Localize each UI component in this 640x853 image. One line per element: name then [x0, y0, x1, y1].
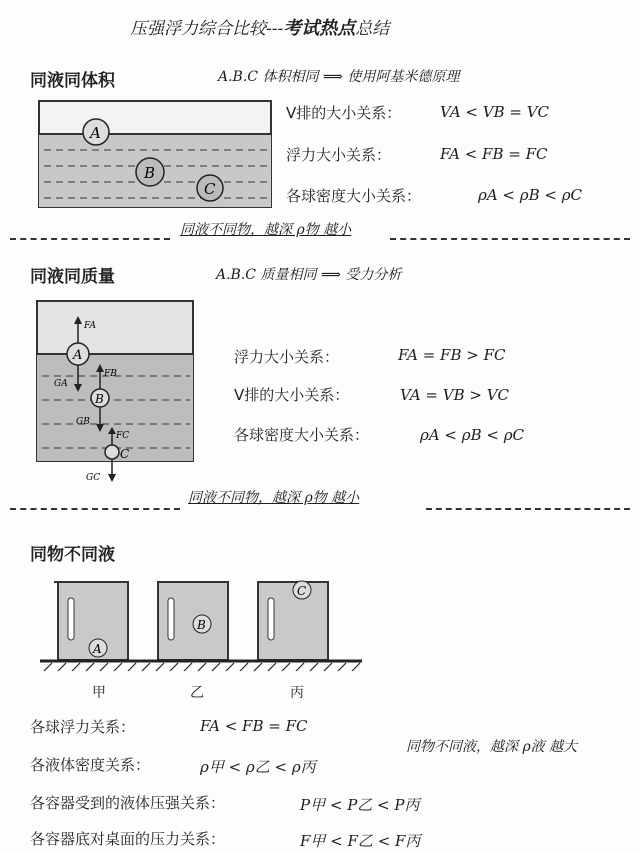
s1-row1-eq: VA < VB = VC [440, 103, 550, 121]
s1-row1-label: V排的大小关系： [286, 104, 402, 122]
divider [390, 238, 630, 240]
page-title: 压强浮力综合比较---考试热点总结 [130, 18, 390, 39]
section3-heading: 同物不同液 [30, 545, 115, 565]
section2-conclusion: 同液不同物，越深 ρ物 越小 [188, 490, 360, 506]
ball-b-label: B [144, 164, 156, 182]
s3-row4-eq: F甲 < F乙 < F丙 [300, 832, 421, 850]
s2-row1-eq: FA = FB > FC [398, 346, 506, 364]
section2-diagram [36, 300, 196, 485]
s3-row3-eq: P甲 < P乙 < P丙 [300, 796, 420, 814]
s3-row2-eq: ρ甲 < ρ乙 < ρ丙 [200, 758, 316, 776]
section3-diagram [36, 574, 366, 674]
container-label-jia: 甲 [92, 685, 106, 701]
container-label-yi: 乙 [190, 685, 204, 701]
s1-row2-label: 浮力大小关系： [286, 146, 392, 164]
s1-row3-label: 各球密度大小关系： [286, 187, 422, 205]
ball-c-label: C [120, 447, 130, 461]
ball-b-label: B [95, 392, 104, 406]
force-label: GB [76, 417, 90, 427]
s2-row3-label: 各球密度大小关系： [234, 426, 370, 444]
s2-row1-label: 浮力大小关系： [234, 348, 340, 366]
container-label-bing: 丙 [290, 685, 304, 701]
s2-row3-eq: ρA < ρB < ρC [420, 426, 524, 444]
force-label: FC [116, 431, 130, 441]
force-label: FB [104, 369, 117, 379]
section1-diagram [38, 100, 274, 210]
ball-c-label: C [297, 584, 307, 598]
s1-row2-eq: FA < FB = FC [440, 145, 548, 163]
force-label: FA [84, 321, 96, 331]
ball-a-label: A [90, 124, 101, 142]
section2-heading: 同液同质量 [30, 267, 115, 287]
s2-row2-label: V排的大小关系： [234, 386, 350, 404]
s2-row2-eq: VA = VB > VC [400, 386, 510, 404]
s1-row3-eq: ρA < ρB < ρC [478, 186, 582, 204]
s3-row1-label: 各球浮力关系： [30, 718, 136, 736]
section1-conclusion: 同液不同物，越深 ρ物 越小 [180, 222, 352, 238]
section2-note: A.B.C 质量相同 ⟹ 受力分析 [216, 267, 402, 283]
divider [10, 238, 170, 240]
s3-row1-eq: FA < FB = FC [200, 717, 308, 735]
section3-conclusion: 同物不同液，越深 ρ液 越大 [406, 739, 578, 755]
s3-row3-label: 各容器受到的液体压强关系： [30, 794, 226, 812]
section1-note: A.B.C 体积相同 ⟹ 使用阿基米德原理 [218, 69, 460, 85]
ball-a-label: A [93, 642, 102, 656]
s3-row2-label: 各液体密度关系： [30, 756, 151, 774]
s3-row4-label: 各容器底对桌面的压力关系： [30, 830, 226, 848]
section1-heading: 同液同体积 [30, 71, 115, 91]
divider [426, 508, 630, 510]
force-label: GA [54, 379, 68, 389]
ball-a-label: A [73, 348, 83, 363]
divider [10, 508, 180, 510]
ball-b-label: B [197, 618, 206, 632]
ball-c-label: C [204, 180, 216, 198]
force-label: GC [86, 473, 101, 483]
